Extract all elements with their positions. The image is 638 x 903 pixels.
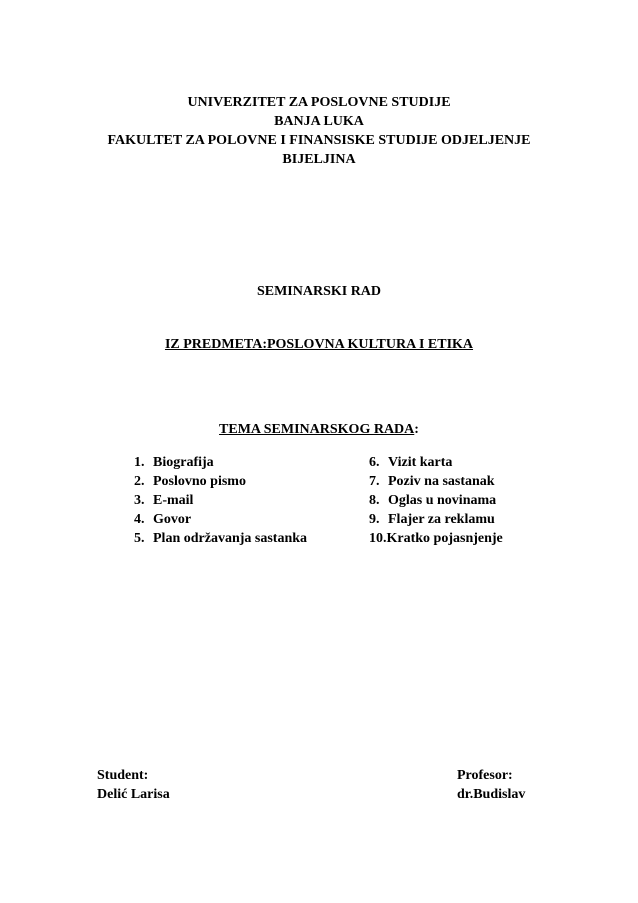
list-text: Kratko pojasnjenje bbox=[386, 531, 503, 546]
list-text: Govor bbox=[153, 512, 192, 527]
list-text: Plan održavanja sastanka bbox=[153, 531, 308, 546]
list-number: 3. bbox=[134, 493, 145, 508]
list-item bbox=[369, 510, 503, 529]
student-block bbox=[97, 766, 170, 804]
professor-name: dr.Budislav bbox=[457, 787, 526, 802]
list-number: 6. bbox=[369, 455, 380, 470]
topic-list-right bbox=[369, 453, 503, 548]
list-text: Flajer za reklamu bbox=[388, 512, 495, 527]
topic-heading-label: TEMA SEMINARSKOG RADA bbox=[219, 422, 415, 437]
faculty-name: FAKULTET ZA POLOVNE I FINANSISKE STUDIJE ODJELJENJE bbox=[107, 133, 531, 148]
list-number: 7. bbox=[369, 474, 380, 489]
list-item bbox=[369, 529, 503, 548]
student-label: Student: bbox=[97, 768, 149, 783]
topic-heading-colon: : bbox=[414, 422, 419, 437]
list-number: 8. bbox=[369, 493, 380, 508]
list-number: 5. bbox=[134, 531, 145, 546]
list-text: Poslovno pismo bbox=[153, 474, 246, 489]
topic-list-left bbox=[134, 453, 307, 548]
document-type: SEMINARSKI RAD bbox=[256, 284, 382, 299]
list-text: Poziv na sastanak bbox=[388, 474, 495, 489]
list-number: 10. bbox=[369, 531, 387, 546]
list-text: E-mail bbox=[153, 493, 194, 508]
student-name: Delić Larisa bbox=[97, 787, 170, 802]
list-text: Oglas u novinama bbox=[388, 493, 497, 508]
list-item bbox=[369, 453, 503, 472]
list-number: 4. bbox=[134, 512, 145, 527]
professor-label: Profesor: bbox=[457, 768, 513, 783]
institution-header bbox=[0, 93, 638, 169]
list-number: 9. bbox=[369, 512, 380, 527]
list-item bbox=[134, 453, 307, 472]
university-name: UNIVERZITET ZA POSLOVNE STUDIJE bbox=[187, 95, 451, 110]
department-city: BIJELJINA bbox=[282, 152, 356, 167]
city-name: BANJA LUKA bbox=[274, 114, 364, 129]
list-item bbox=[369, 491, 503, 510]
list-text: Vizit karta bbox=[388, 455, 453, 470]
list-item bbox=[134, 491, 307, 510]
list-item bbox=[369, 472, 503, 491]
subject-text: IZ PREDMETA:POSLOVNA KULTURA I ETIKA bbox=[164, 337, 474, 352]
list-text: Biografija bbox=[153, 455, 214, 470]
list-item bbox=[134, 529, 307, 548]
professor-block bbox=[457, 766, 525, 804]
list-number: 2. bbox=[134, 474, 145, 489]
topic-heading bbox=[0, 420, 638, 439]
list-item bbox=[134, 510, 307, 529]
list-number: 1. bbox=[134, 455, 145, 470]
subject-line bbox=[0, 335, 638, 354]
list-item bbox=[134, 472, 307, 491]
